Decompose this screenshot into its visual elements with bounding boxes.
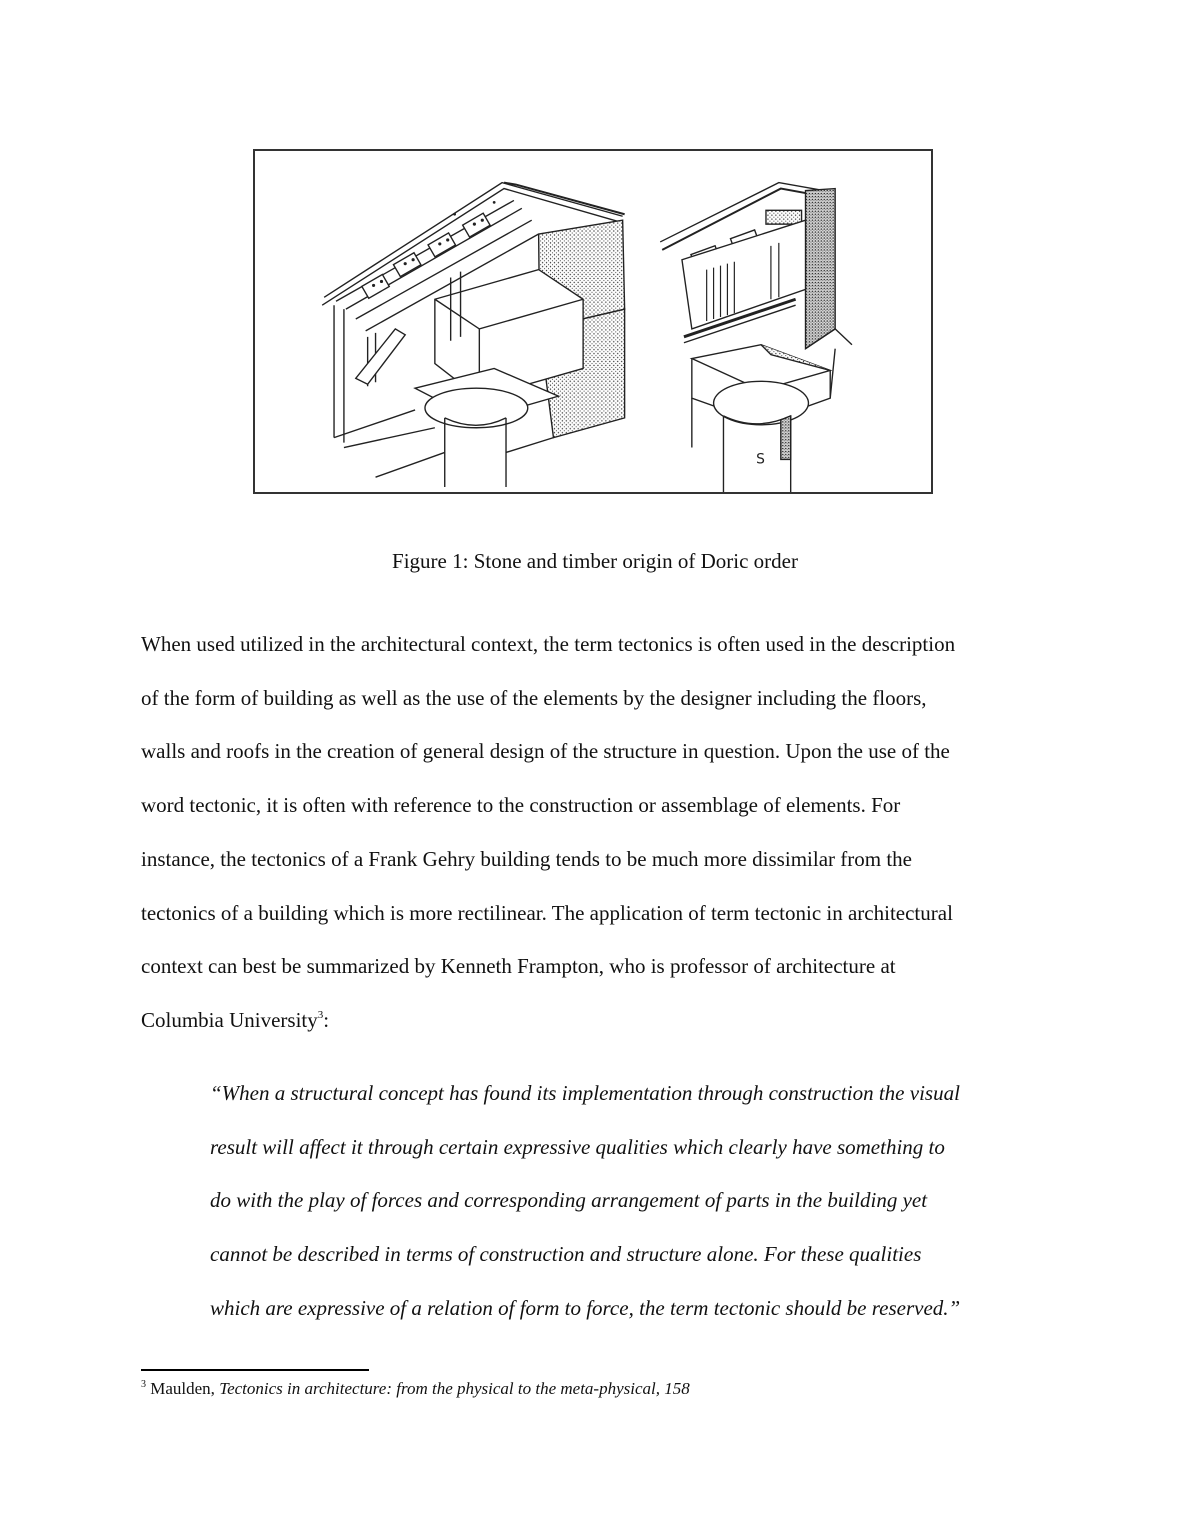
quote-line: “When a structural concept has found its implementation through construction the visual bbox=[210, 1081, 960, 1105]
body-line: walls and roofs in the creation of general design of the structure in question. Upon the use of the bbox=[141, 739, 950, 764]
drawing-label-s: S bbox=[756, 451, 765, 468]
footnote-author: Maulden, bbox=[146, 1379, 220, 1398]
footnote-separator bbox=[141, 1369, 369, 1371]
body-last-text: Columbia University bbox=[141, 1007, 318, 1032]
figure-caption: Figure 1: Stone and timber origin of Doric order bbox=[392, 549, 798, 573]
footnote bbox=[141, 1377, 690, 1401]
footnote-number: 3 bbox=[141, 1379, 146, 1390]
footnote-reference[interactable]: 3 bbox=[317, 1008, 324, 1021]
timber-entablature-drawing bbox=[322, 183, 624, 487]
quote-line: cannot be described in terms of construction and structure alone. For these qualities bbox=[210, 1242, 922, 1267]
body-line: word tectonic, it is often with reference to the construction or assemblage of elements. For bbox=[141, 793, 901, 818]
doric-order-illustration bbox=[255, 151, 931, 492]
body-paragraph bbox=[141, 618, 1061, 1048]
frampton-quote bbox=[210, 1067, 1070, 1336]
figure-doric-order-drawing bbox=[253, 149, 933, 494]
body-line-last bbox=[141, 994, 1061, 1048]
quote-line: do with the play of forces and corresponding arrangement of parts in the building yet bbox=[210, 1188, 928, 1213]
footnote-title: Tectonics in architecture: from the physical to the meta-physical, 158 bbox=[219, 1379, 690, 1398]
body-line: tectonics of a building which is more rectilinear. The application of term tectonic in architectural bbox=[141, 900, 953, 925]
stone-entablature-drawing bbox=[660, 183, 852, 492]
quote-line: which are expressive of a relation of form to force, the term tectonic should be reserved.” bbox=[210, 1295, 961, 1320]
body-line: instance, the tectonics of a Frank Gehry building tends to be much more dissimilar from the bbox=[141, 846, 912, 871]
body-line: context can best be summarized by Kenneth Frampton, who is professor of architecture at bbox=[141, 954, 896, 979]
body-line: of the form of building as well as the use of the elements by the designer including the floors, bbox=[141, 685, 927, 710]
quote-line: result will affect it through certain expressive qualities which clearly have something to bbox=[210, 1134, 945, 1159]
body-line: When used utilized in the architectural context, the term tectonics is often used in the description bbox=[141, 632, 956, 656]
body-last-suffix: : bbox=[323, 1007, 330, 1032]
